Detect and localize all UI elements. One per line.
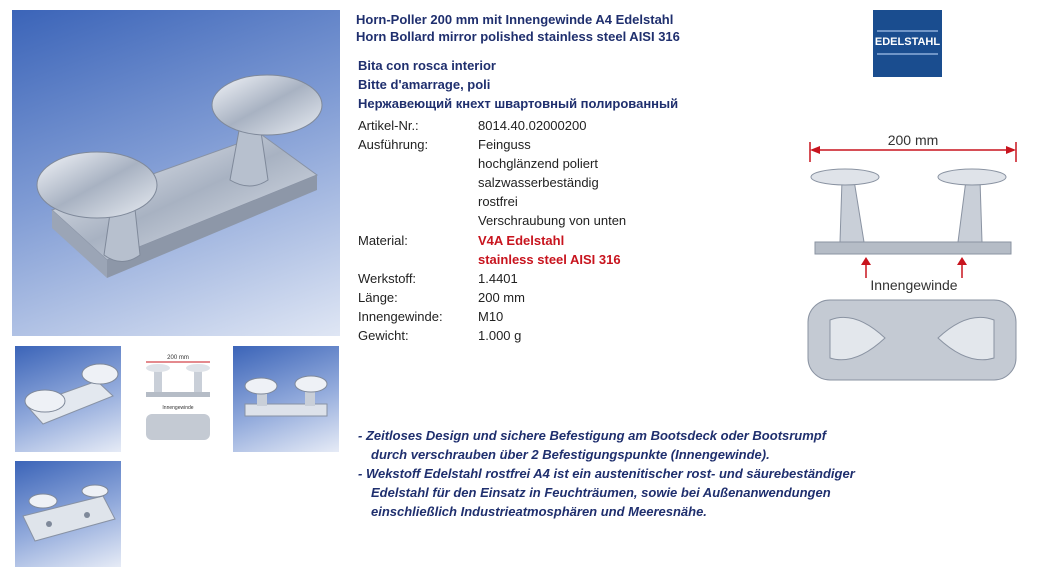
thumbnail-1[interactable] [15, 346, 121, 452]
spec-value-werkstoff: 1.4401 [478, 271, 518, 286]
product-title-en: Horn Bollard mirror polished stainless steel AISI 316 [356, 29, 680, 44]
dimension-drawing [790, 120, 1030, 390]
bollard-side-thumb-icon [233, 346, 339, 452]
thumbnail-2[interactable] [124, 346, 230, 452]
spec-value-material-1: V4A Edelstahl [478, 233, 565, 248]
spec-label-ausfuehrung: Ausführung: [358, 137, 429, 152]
spec-label-laenge: Länge: [358, 290, 398, 305]
title-es: Bita con rosca interior [358, 58, 496, 73]
spec-value-innengewinde: M10 [478, 309, 504, 324]
spec-label-werkstoff: Werkstoff: [358, 271, 417, 286]
spec-value-material-2: stainless steel AISI 316 [478, 252, 621, 267]
bollard-photo-icon [12, 10, 340, 336]
spec-value-ausfuehrung-3: salzwasserbeständig [478, 175, 599, 190]
logo-stripe [877, 30, 938, 32]
bollard-thumb-icon [15, 346, 121, 452]
logo-stripe [877, 53, 938, 55]
bullet-2-line-2: Edelstahl für den Einsatz in Feuchträumen, sowie bei Außenanwendungen [371, 485, 831, 500]
product-title-de: Horn-Poller 200 mm mit Innengewinde A4 Edelstahl [356, 12, 674, 27]
edelstahl-logo [873, 10, 942, 77]
title-ru: Нержавеющий кнехт швартовный полированный [358, 96, 679, 111]
spec-value-ausfuehrung-4: rostfrei [478, 194, 518, 209]
dimension-drawing-thumb-icon [124, 346, 230, 452]
thumb-dimension-label: 200 mm [167, 355, 189, 361]
spec-label-artikel: Artikel-Nr.: [358, 118, 419, 133]
bullet-1-line-1: - Zeitloses Design und sichere Befestigung am Bootsdeck oder Bootsrumpf [358, 428, 827, 443]
main-product-image[interactable] [12, 10, 340, 336]
spec-label-innengewinde: Innengewinde: [358, 309, 443, 324]
spec-label-gewicht: Gewicht: [358, 328, 409, 343]
bullet-2-line-1: - Wekstoff Edelstahl rostfrei A4 ist ein austenitischer rost- und säurebeständiger [358, 466, 855, 481]
spec-value-artikel: 8014.40.02000200 [478, 118, 587, 133]
thumb-thread-label: Innengewinde [162, 405, 194, 411]
bollard-underside-thumb-icon [15, 461, 121, 567]
spec-value-ausfuehrung-2: hochglänzend poliert [478, 156, 598, 171]
dimension-drawing-icon [790, 120, 1030, 390]
logo-text: EDELSTAHL [874, 36, 941, 48]
thumbnail-4[interactable] [15, 461, 121, 567]
bullet-1-line-2: durch verschrauben über 2 Befestigungspunkte (Innengewinde). [371, 447, 770, 462]
spec-value-laenge: 200 mm [478, 290, 525, 305]
spec-label-material: Material: [358, 233, 408, 248]
spec-value-gewicht: 1.000 g [478, 328, 522, 343]
thread-label: Innengewinde [870, 277, 958, 293]
title-fr: Bitte d'amarrage, poli [358, 77, 491, 92]
spec-value-ausfuehrung-1: Feinguss [478, 137, 531, 152]
bullet-2-line-3: einschließlich Industrieatmosphären und Meeresnähe. [371, 504, 707, 519]
dimension-label: 200 mm [887, 132, 939, 148]
thumbnail-3[interactable] [233, 346, 339, 452]
spec-value-ausfuehrung-5: Verschraubung von unten [478, 213, 627, 228]
